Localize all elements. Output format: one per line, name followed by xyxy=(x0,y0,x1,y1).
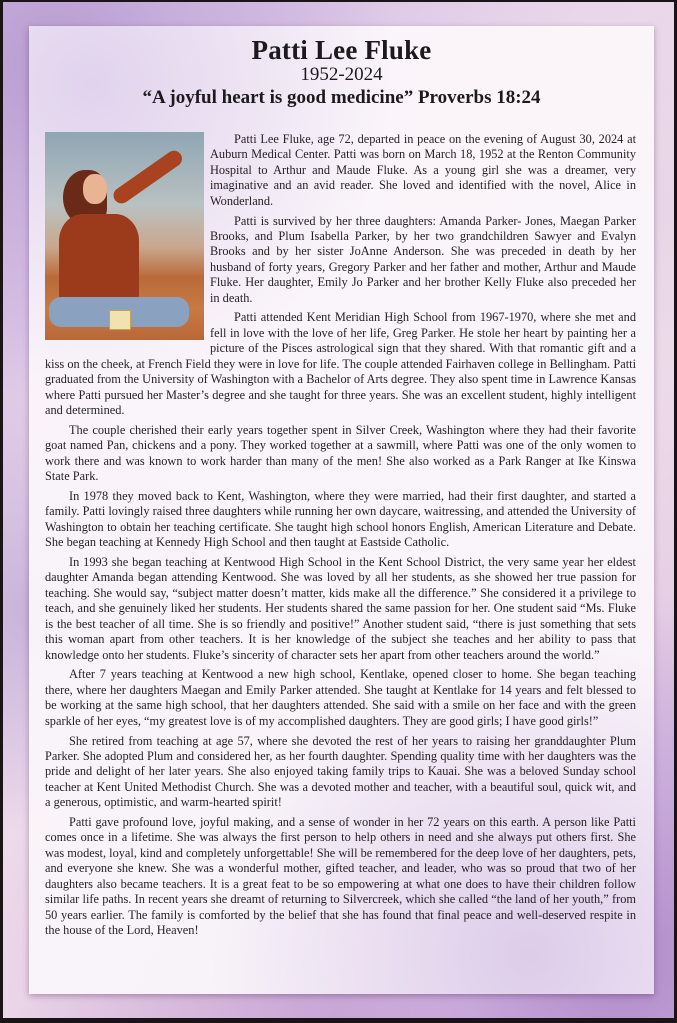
lilac-floral-border xyxy=(3,2,674,1018)
deceased-name: Patti Lee Fluke xyxy=(251,35,432,65)
paragraph-legacy: Patti gave profound love, joyful making, and a sense of wonder in her 72 years on this earth. A person like Patti comes once in a lifetime. She was always the first person to help others in need and she always put others first. She was modest, loyal, kind and completely unforgettable! She will be remembered for the deep love of her daughters, pets, and everyone she knew. She was a wonderful mother, gifted teacher, and leader, who was so proud that two of her daughters also became teachers. It is a great feat to be so empowering at what one does to have their children follow similar life paths. In recent years she dreamt of returning to Silvercreek, which she called “the land of her youth,” from 50 years earlier. The family is comforted by the belief that she has found that final peace and well-deserved respite in the house of the Lord, Heaven! xyxy=(45,815,636,937)
paragraph-kent: In 1978 they moved back to Kent, Washington, where they were married, had their first daughter, and started a family. Patti lovingly raised three daughters while running her own daycare, waitressing, and attended the University of Washington to obtain her teaching certificate. She taught high school honors English, American Literature and Debate. She began teaching at Kennedy High School and then taught at Eastside Catholic. xyxy=(45,488,636,550)
obituary-body xyxy=(45,132,636,943)
paragraph-retirement: She retired from teaching at age 57, where she devoted the rest of her years to raising her granddaughter Plum Parker. She adopted Plum and considered her, as her fourth daughter. Spending quality time with her daughters was the pride and delight of her later years. She also enjoyed taking family trips to Kauai. She was a beloved Sunday school teacher at Kent United Methodist Church. She was a devoted mother and teacher, with a beautiful soul, quick wit, and a generous, optimistic, and warm-hearted spirit! xyxy=(45,733,636,810)
paragraph-intro: Patti Lee Fluke, age 72, departed in peace on the evening of August 30, 2024 at Auburn Medical Center. Patti was born on March 18, 1952 at the Renton Community Hospital to Arthur and Maude Fluke. As a young girl she was a dreamer, very imaginative and an avid reader. She loved and identified with the novel, Alice in Wonderland. xyxy=(210,132,636,208)
paragraph-kentlake: After 7 years teaching at Kentwood a new high school, Kentlake, opened closer to home. She began teaching there, where her daughters Maegan and Emily Parker attended. She taught at Kentlake for 14 years and felt blessed to be working at the same high school, that her daughters attended. She said with a smile on her face and with the green sparkle of her eyes, “my greatest love is of my accomplished daughters. They are good girls; I have good girls!” xyxy=(45,667,636,728)
scripture-quote: “A joyful heart is good medicine” Proverbs 18:24 xyxy=(142,87,541,108)
paragraph-survivors: Patti is survived by her three daughters: Amanda Parker- Jones, Maegan Parker Brooks, and Plum Isabella Parker, by her two grandchildren Sawyer and Evalyn Brooks and by her sister JoAnne Anderson. She was preceded in death by her husband of forty years, Gregory Parker and her father and mother, Arthur and Maude Fluke. Her daughter, Emily Jo Parker and her brother Kelly Fluke also preceded her in death. xyxy=(210,213,636,305)
obituary-header xyxy=(29,36,654,110)
paragraph-silver-creek: The couple cherished their early years together spent in Silver Creek, Washington where they had their favorite goat named Pan, chickens and a pony. They worked together at a sawmill, where Patti was one of the only women to work there and was known to work harder than many of the men! She also worked as a Park Ranger at Ike Kinswa State Park. xyxy=(45,422,636,484)
paragraph-kentwood: In 1993 she began teaching at Kentwood High School in the Kent School District, the very same year her eldest daughter Amanda began attending Kentwood. She was loved by all her students, as she showed her true passion for teaching. She would say, “subject matter doesn’t matter, kids make all the difference.” She considered it a privilege to teach, and she genuinely liked her students. Her students shared the same passion for her. One student said “Ms. Fluke is the best teacher of all time. She is so friendly and positive!” Another student said, “there is just something that sets this woman apart from other teachers. It is her knowledge of the subject she teaches and her ability to pass that knowledge onto her students. Fluke’s sincerity of character sets her apart from other teachers around the world.” xyxy=(45,555,636,662)
photo-spacer xyxy=(45,132,210,346)
paragraph-high-school: Patti attended Kent Meridian High School from 1967-1970, where she met and fell in love with the love of her life, Greg Parker. He stole her heart by painting her a picture of the Pisces astrological sign that they shared. With that romantic gift and a kiss on the cheek, at French Field they were in love for life. The couple attended Fairhaven college in Bellingham. Patti graduated from the University of Washington with a Bachelor of Arts degree. They also spent time in Lawrence Kansas where Patti pursued her Master’s degree and she taught for three years. She was an excellent student, highly intelligent and determined. xyxy=(45,310,636,417)
life-years: 1952-2024 xyxy=(300,64,383,85)
obituary-card xyxy=(29,26,654,994)
